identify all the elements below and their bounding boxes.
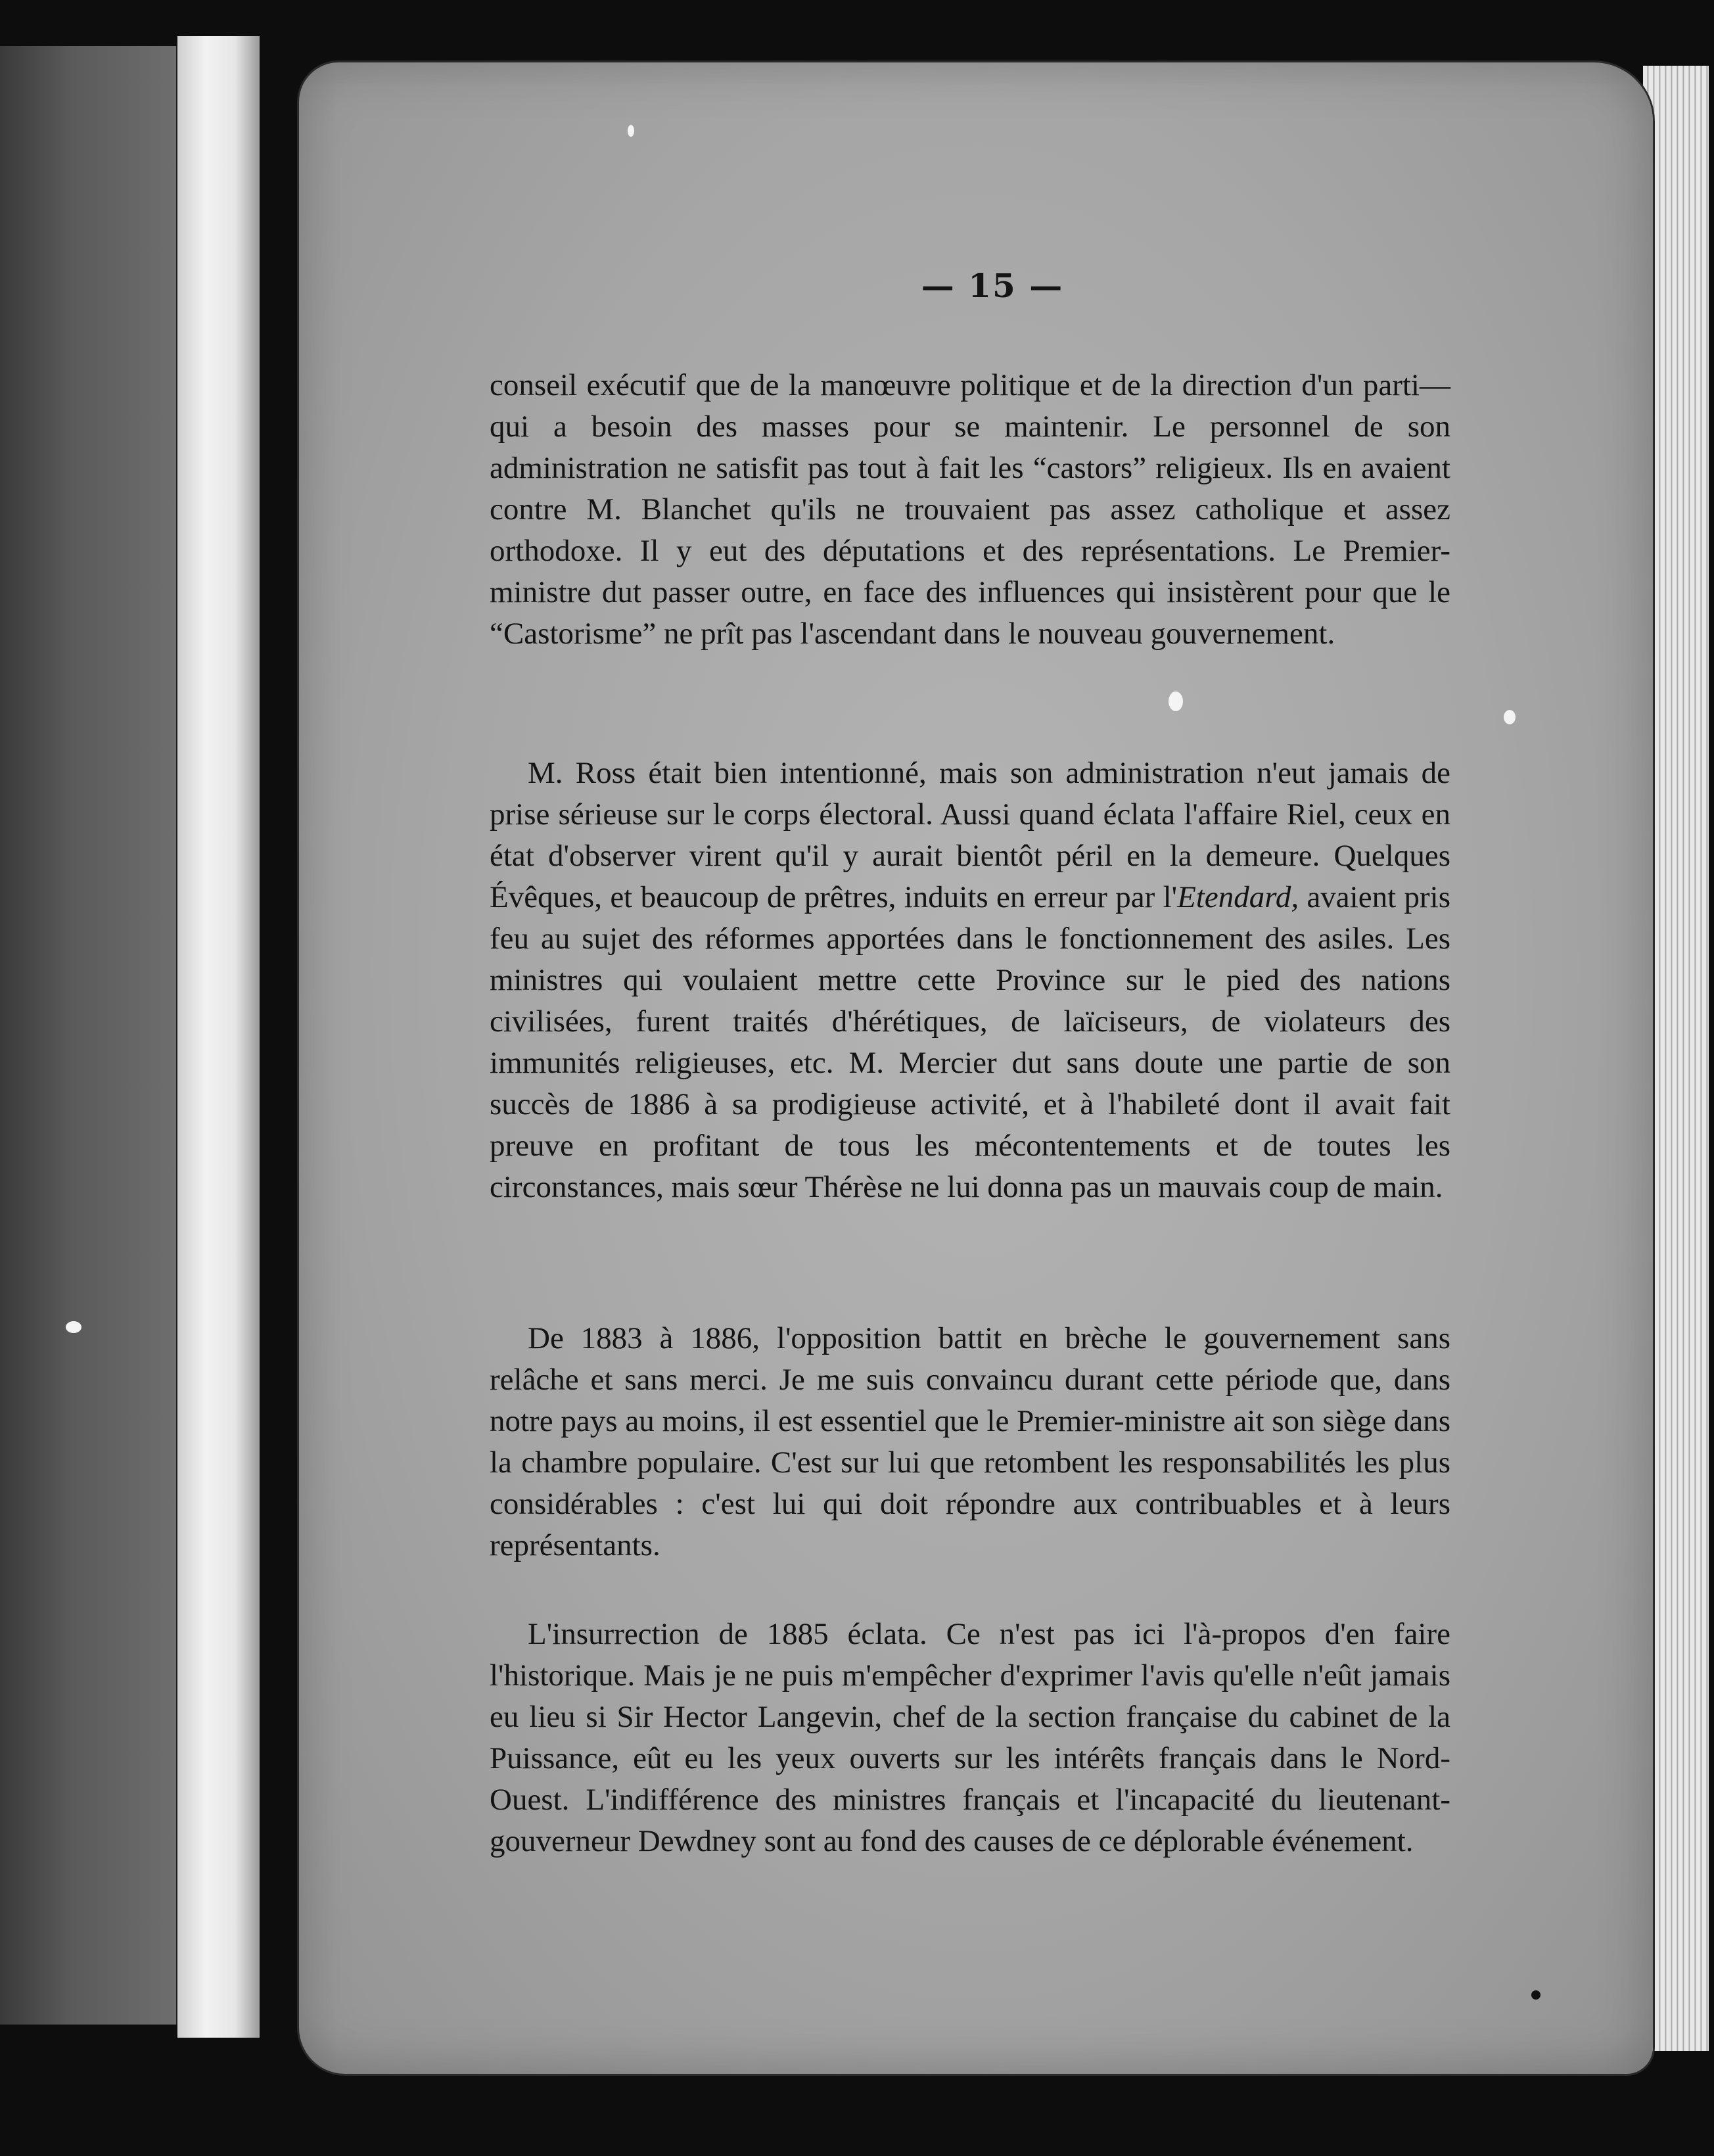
- scan-speck: [628, 125, 634, 137]
- book-gutter: [177, 36, 260, 2038]
- paragraph: [490, 1614, 1450, 1862]
- previous-page-edge: [0, 46, 179, 2025]
- scan-speck: [1504, 710, 1516, 724]
- page-number: — 15 —: [921, 266, 1064, 305]
- paragraph-text: M. Ross était bien intentionné, mais son administration n'eut jamais de prise sérieuse sur le corps électoral. Aussi quand éclata l'affaire Riel, ceux en état d'observer virent qu'il y aurait bientôt péril en la demeure. Quelques Évêques, et beaucoup de prêtres, induits en erreur par l': [490, 756, 1450, 914]
- scan-speck: [1531, 1990, 1540, 2000]
- newspaper-title: Etendard,: [1177, 880, 1299, 914]
- paragraph: [490, 365, 1450, 655]
- scan-speck: [1169, 691, 1183, 711]
- paragraph-text: De 1883 à 1886, l'opposition battit en brèche le gouvernement sans relâche et sans merci. Je me suis convaincu durant cette période que, dans notre pays au moins, il est essentiel que le Premier-ministre ait son siège dans la chambre populaire. C'est sur lui que retombent les responsabilités les plus considérables : c'est lui qui doit répondre aux contribuables et à leurs représentants.: [490, 1321, 1450, 1562]
- paragraph-text: conseil exécutif que de la manœuvre politique et de la direction d'un parti—qui a besoin des masses pour se maintenir. Le personnel de son administration ne satisfit pas tout à fait les “castors” religieux. Ils en avaient contre M. Blanchet qu'ils ne trouvaient pas assez catholique et assez orthodoxe. Il y eut des députations et des représentations. Le Premier-ministre dut passer outre, en face des influences qui insistèrent pour que le “Castorisme” ne prît pas l'ascendant dans le nouveau gouvernement.: [490, 368, 1450, 651]
- paragraph-text: L'insurrection de 1885 éclata. Ce n'est pas ici l'à-propos d'en faire l'historique. Mais je ne puis m'empêcher d'exprimer l'avis qu'elle n'eût jamais eu lieu si Sir Hector Langevin, chef de la section française du cabinet de la Puissance, eût eu les yeux ouverts sur les intérêts français dans le Nord-Ouest. L'indifférence des ministres français et l'incapacité du lieutenant-gouverneur Dewdney sont au fond des causes de ce déplorable événement.: [490, 1617, 1450, 1858]
- page-stack-edges: [1643, 66, 1709, 2051]
- paragraph: [490, 753, 1450, 1208]
- scan-speck: [66, 1321, 81, 1333]
- paragraph: [490, 1318, 1450, 1566]
- paragraph-text: avaient pris feu au sujet des réformes apportées dans le fonctionnement des asiles. Les ministres qui voulaient mettre cette Province sur le pied des nations civilisées, furent traités d'hérétiques, de laïciseurs, de violateurs des immunités religieuses, etc. M. Mercier dut sans doute une partie de son succès de 1886 à sa prodigieuse activité, et à l'habileté dont il avait fait preuve en profitant de tous les mécontentements et de toutes les circonstances, mais sœur Thérèse ne lui donna pas un mauvais coup de main.: [490, 880, 1450, 1204]
